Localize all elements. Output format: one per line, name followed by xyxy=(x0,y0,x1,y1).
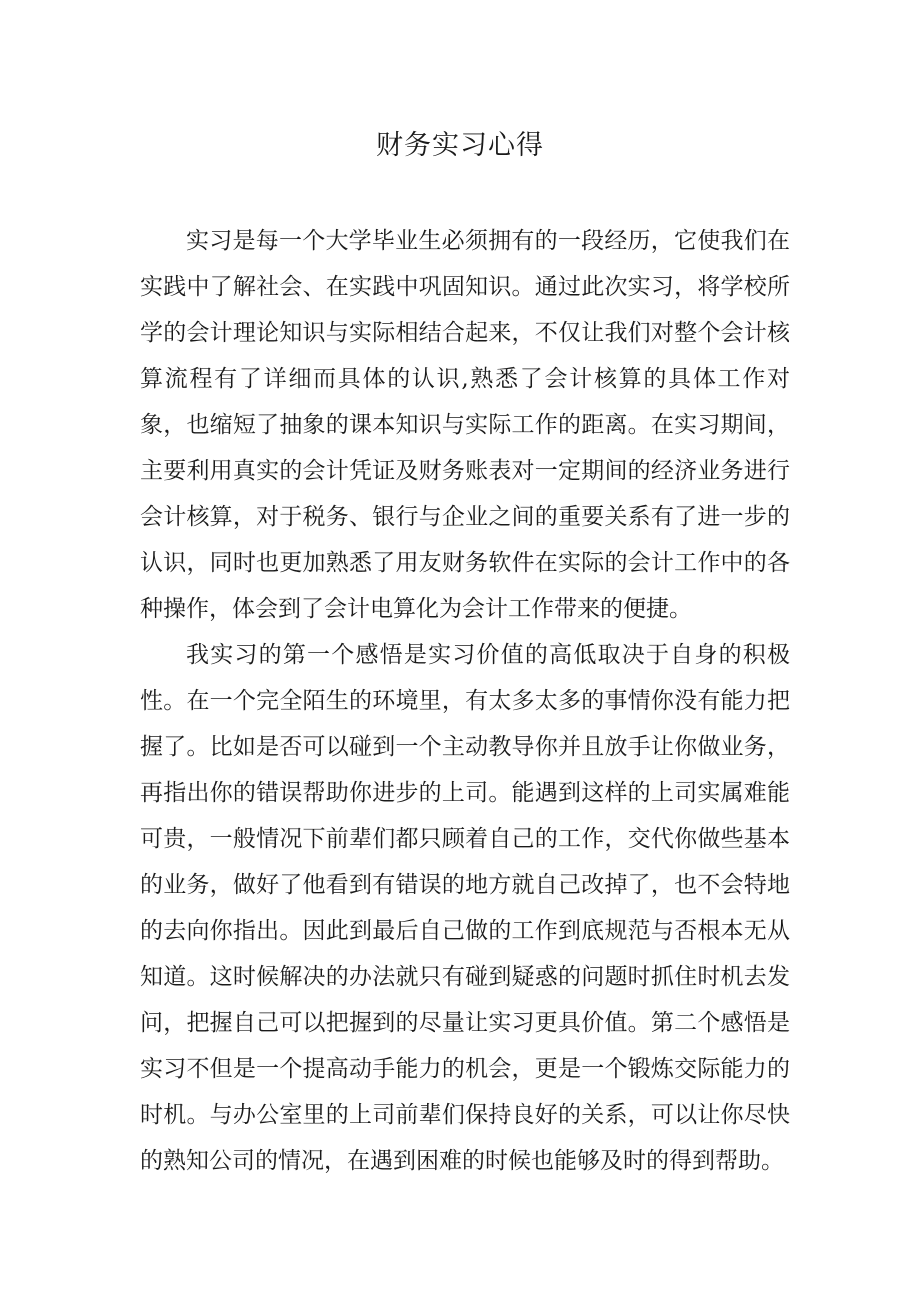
document-title: 财务实习心得 xyxy=(376,130,544,161)
paragraph-1: 实习是每一个大学毕业生必须拥有的一段经历，它使我们在实践中了解社会、在实践中巩固知识。通过此次实习，将学校所学的会计理论知识与实际相结合起来，不仅让我们对整个会计核算流程有了详细而具体的认识,熟悉了会计核算的具体工作对象，也缩短了抽象的课本知识与实际工作的距离。在实习期间，主要利用真实的会计凭证及财务账表对一定期间的经济业务进行会计核算，对于税务、银行与企业之间的重要关系有了进一步的认识，同时也更加熟悉了用友财务软件在实际的会计工作中的各种操作，体会到了会计电算化为会计工作带来的便捷。 xyxy=(140,228,790,622)
document-body xyxy=(140,218,790,1184)
paragraph-2: 我实习的第一个感悟是实习价值的高低取决于自身的积极性。在一个完全陌生的环境里，有太多太多的事情你没有能力把握了。比如是否可以碰到一个主动教导你并且放手让你做业务，再指出你的错误帮助你进步的上司。能遇到这样的上司实属难能可贵，一般情况下前辈们都只顾着自己的工作，交代你做些基本的业务，做好了他看到有错误的地方就自己改掉了，也不会特地的去向你指出。因此到最后自己做的工作到底规范与否根本无从知道。这时候解决的办法就只有碰到疑惑的问题时抓住时机去发问，把握自己可以把握到的尽量让实习更具价值。第二个感悟是实习不但是一个提高动手能力的机会，更是一个锻炼交际能力的时机。与办公室里的上司前辈们保持良好的关系，可以让你尽快的熟知公司的情况，在遇到困难的时候也能够及时的得到帮助。 xyxy=(140,642,790,1174)
